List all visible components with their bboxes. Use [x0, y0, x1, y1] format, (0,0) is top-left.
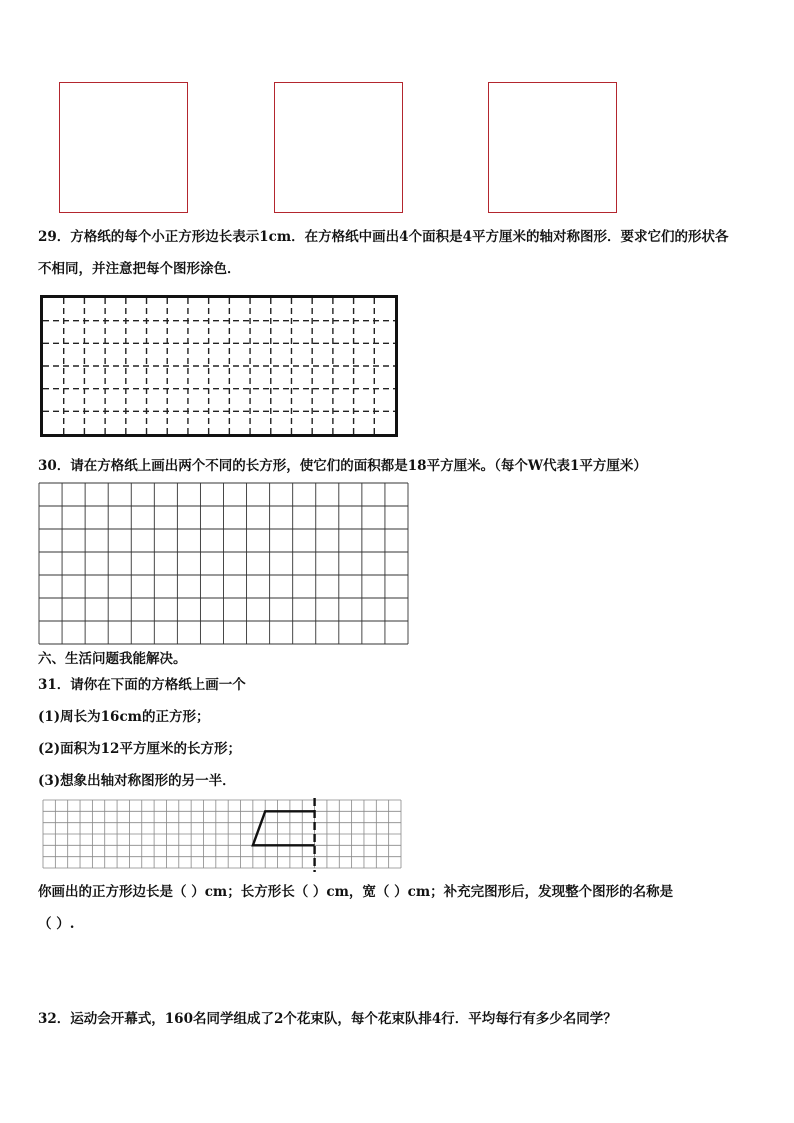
- q29-line2: 不相同，并注意把每个图形涂色．: [38, 261, 241, 277]
- q29-line1: 29．方格纸的每个小正方形边长表示1cm．在方格纸中画出4个面积是4平方厘米的轴对称图形．要求它们的形状各: [38, 229, 729, 245]
- q31-answer-line1: 你画出的正方形边长是（ ）cm；长方形长（ ）cm，宽（ ）cm；补充完图形后，发现整个图形的名称是: [38, 884, 674, 900]
- q30-text: 30．请在方格纸上画出两个不同的长方形，使它们的面积都是18平方厘米。（每个W代表1平方厘米）: [38, 458, 647, 474]
- square-grid-paper: [39, 483, 408, 644]
- q31-item-1: (1)周长为16cm的正方形；: [38, 709, 210, 725]
- half-figure: [253, 811, 315, 845]
- q31-title: 31．请你在下面的方格纸上画一个: [38, 677, 246, 693]
- q31-item-2: (2)面积为12平方厘米的长方形；: [38, 741, 241, 757]
- answer-box-2: [274, 82, 403, 213]
- section-title: 六、生活问题我能解决。: [38, 651, 187, 667]
- symmetry-grid-paper: [43, 800, 401, 868]
- q31-answer-line2: （ ）.: [38, 916, 75, 932]
- answer-box-1: [59, 82, 188, 213]
- q32-text: 32．运动会开幕式，160名同学组成了2个花束队，每个花束队排4行．平均每行有多少名同学？: [38, 1011, 617, 1027]
- answer-box-3: [488, 82, 617, 213]
- q31-item-3: (3)想象出轴对称图形的另一半．: [38, 773, 236, 789]
- dashed-grid-paper: [40, 295, 398, 437]
